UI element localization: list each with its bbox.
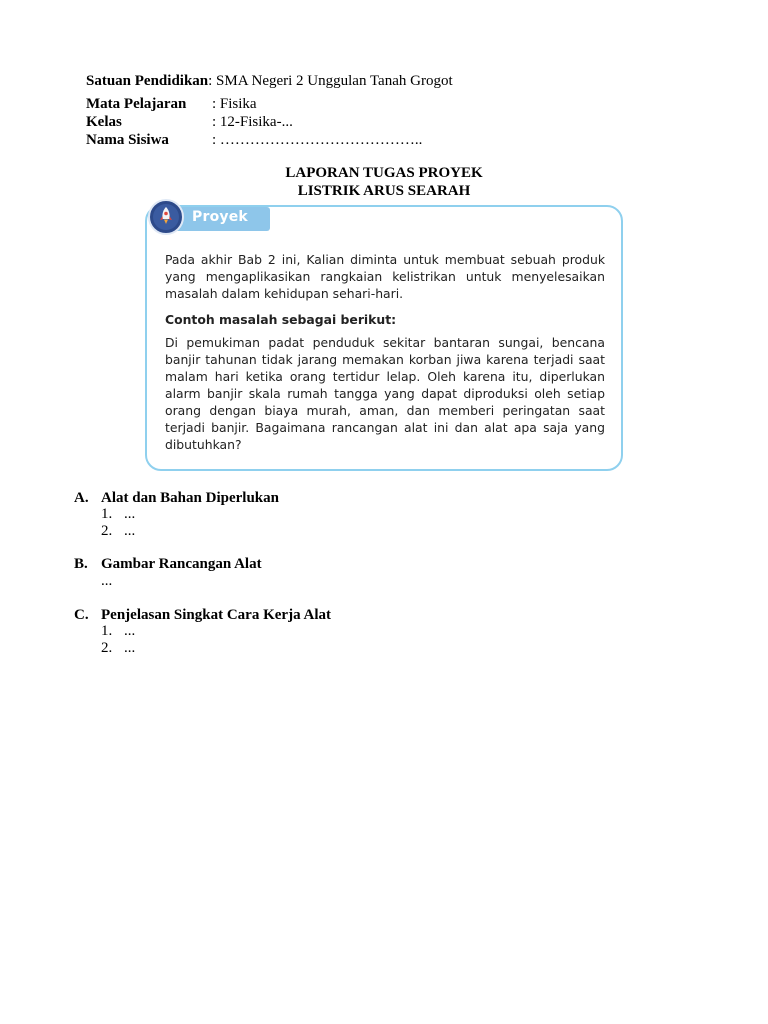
student-label: Nama Sisiwa (86, 132, 169, 148)
section-b-letter: B. (74, 556, 88, 572)
subject-value: : Fisika (212, 96, 257, 112)
school-line (86, 72, 453, 90)
section-c-item-2-num: 2. (101, 640, 113, 656)
section-a-item-2-text: ... (124, 523, 136, 539)
class-value: : 12-Fisika-... (212, 114, 293, 130)
subject-label: Mata Pelajaran (86, 96, 187, 112)
rocket-icon (148, 199, 184, 235)
section-c-item-2-text: ... (124, 640, 136, 656)
project-tab (172, 207, 270, 231)
section-c-letter: C. (74, 607, 89, 623)
section-a-letter: A. (74, 490, 89, 506)
section-c-title: Penjelasan Singkat Cara Kerja Alat (101, 607, 331, 623)
section-a-item-2-num: 2. (101, 523, 113, 539)
project-example-heading: Contoh masalah sebagai berikut: (165, 312, 397, 327)
project-example-text: Di pemukiman padat penduduk sekitar bantaran sungai, bencana banjir tahunan tidak jarang memakan korban jiwa karena terjadi saat malam hari ketika orang tertidur lelap. Oleh karena itu, diperlukan alarm banjir skala rumah tangga yang dapat diproduksi oleh setiap orang dengan biaya murah, aman, dan memberi peringatan saat terjadi banjir. Bagaimana rancangan alat ini dan alat apa saja yang dibutuhkan? (165, 335, 605, 452)
section-b-text: ... (101, 573, 113, 589)
section-b-title: Gambar Rancangan Alat (101, 556, 262, 572)
project-intro: Pada akhir Bab 2 ini, Kalian diminta untuk membuat sebuah produk yang mengaplikasikan rangkaian kelistrikan untuk menyelesaikan masalah dalam kehidupan sehari-hari. (165, 252, 605, 301)
school-label: Satuan Pendidikan (86, 73, 209, 89)
section-a-item-1-text: ... (124, 506, 136, 522)
section-c-item-1-num: 1. (101, 623, 113, 639)
report-title: LAPORAN TUGAS PROYEK (285, 165, 483, 181)
student-value: : ………………………………….. (212, 132, 423, 148)
project-tab-label: Proyek (192, 209, 248, 225)
class-label: Kelas (86, 114, 122, 130)
section-c-item-1-text: ... (124, 623, 136, 639)
report-subtitle: LISTRIK ARUS SEARAH (297, 183, 471, 199)
section-a-title: Alat dan Bahan Diperlukan (101, 490, 279, 506)
section-a-item-1-num: 1. (101, 506, 113, 522)
school-value: : SMA Negeri 2 Unggulan Tanah Grogot (208, 73, 453, 89)
